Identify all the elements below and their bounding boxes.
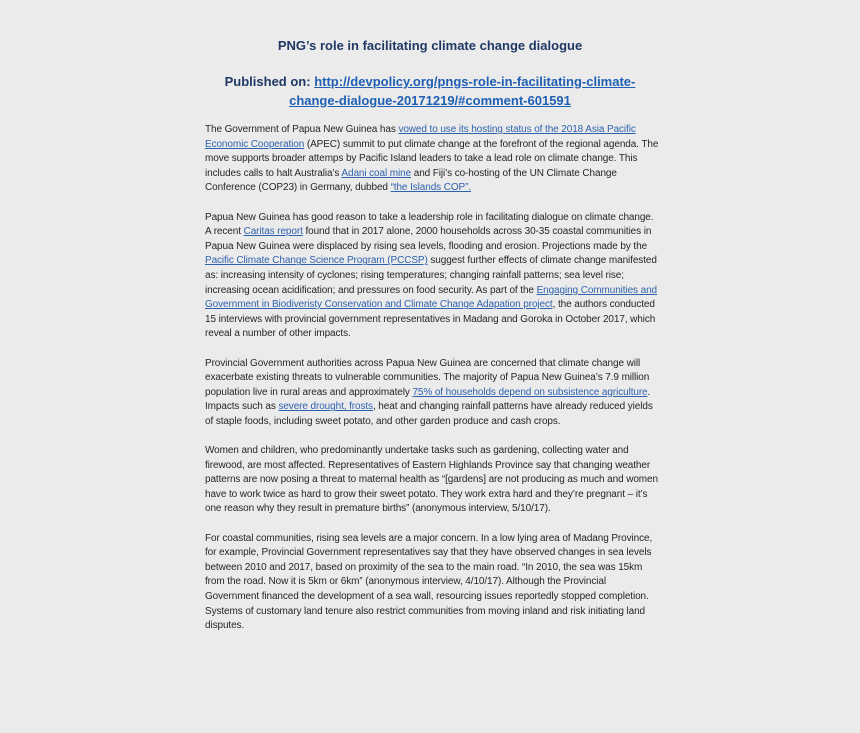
text-run: The Government of Papua New Guinea has: [205, 124, 399, 135]
inline-link[interactable]: Pacific Climate Change Science Program (PCCSP): [205, 255, 428, 267]
text-run: , heat and changing rainfall patterns have already reduced yields of staple foods, including sweet potato, and other garden produce and cash crops.: [205, 401, 653, 427]
text-run: Women and children, who predominantly undertake tasks such as gardening, collecting water and firewood, are most affected. Representatives of Eastern Highlands Province say that changing weather patterns are now posing a threat to maternal health as “[gardens] are not producing as much and women have to work twice as hard to grow their sweet potato. They work extra hard and they’re pregnant – it’s one reason why they result in premature births” (anonymous interview, 5/10/17).: [205, 445, 658, 515]
paragraph: [205, 357, 660, 430]
inline-link[interactable]: severe drought, frosts: [278, 401, 373, 413]
published-label: Published on:: [224, 74, 311, 89]
text-run: , the authors conducted 15 interviews with provincial government representatives in Madang and Goroka in October 2017, which reveal a number of other impacts.: [205, 299, 656, 340]
paragraph: [205, 123, 660, 196]
document-title: PNG’s role in facilitating climate change dialogue: [277, 38, 583, 53]
published-url-link[interactable]: http://devpolicy.org/pngs-role-in-facilitating-climate-change-dialogue-20171219/#comment-601591: [289, 74, 636, 108]
inline-link[interactable]: Caritas report: [243, 226, 303, 238]
published-line: [200, 72, 660, 110]
text-run: (APEC) summit to put climate change at the forefront of the regional agenda. The move supports broader attemps by Pacific Island leaders to take a lead role on climate change. This includes calls to halt Australia’s: [205, 138, 659, 179]
paragraph: [205, 211, 660, 342]
article-body: [205, 123, 660, 648]
inline-link[interactable]: 75% of households depend on subsistence agriculture: [412, 386, 648, 398]
inline-link[interactable]: vowed to use its hosting status of the 2018 Asia Pacific Economic Cooperation: [205, 124, 636, 150]
text-run: and Fiji’s co-hosting of the UN Climate Change Conference (COP23) in Germany, dubbed: [205, 167, 617, 194]
text-run: . Impacts such as: [205, 386, 651, 413]
inline-link[interactable]: “the Islands COP”.: [390, 182, 472, 194]
paragraph: [205, 532, 660, 634]
text-run: For coastal communities, rising sea levels are a major concern. In a low lying area of Madang Province, for example, Provincial Government representatives say that they have observed changes in sea levels between 2010 and 2017, based on proximity of the sea to the main road. “In 2010, the sea was 15km from the road. Now it is 5km or 6km” (anonymous interview, 4/10/17). Although the Provincial Government financed the development of a sea wall, resourcing issues reportedly stopped completion. Systems of customary land tenure also restrict communities from moving inland and risk initiating land disputes.: [205, 532, 653, 632]
text-run: Provincial Government authorities across Papua New Guinea are concerned that climate change will exacerbate existing threats to vulnerable communities. The majority of Papua New Guinea’s 7.9 million population live in rural areas and approximately: [205, 357, 650, 398]
text-run: suggest further effects of climate change manifested as: increasing intensity of cyclones; rising temperatures; changing rainfall patterns; sea level rise; increasing ocean acidification; and pressures on food security. As part of the: [205, 255, 657, 296]
text-run: found that in 2017 alone, 2000 households across 30-35 coastal communities in Papua New Guinea were displaced by rising sea levels, flooding and erosion. Projections made by the: [205, 226, 652, 252]
paragraph: [205, 444, 660, 517]
inline-link[interactable]: Adani coal mine: [341, 167, 412, 179]
inline-link[interactable]: Engaging Communities and Government in Biodiveristy Conservation and Climate Change Adapation project: [205, 284, 658, 311]
text-run: Papua New Guinea has good reason to take a leadership role in facilitating dialogue on climate change. A recent: [205, 211, 654, 238]
